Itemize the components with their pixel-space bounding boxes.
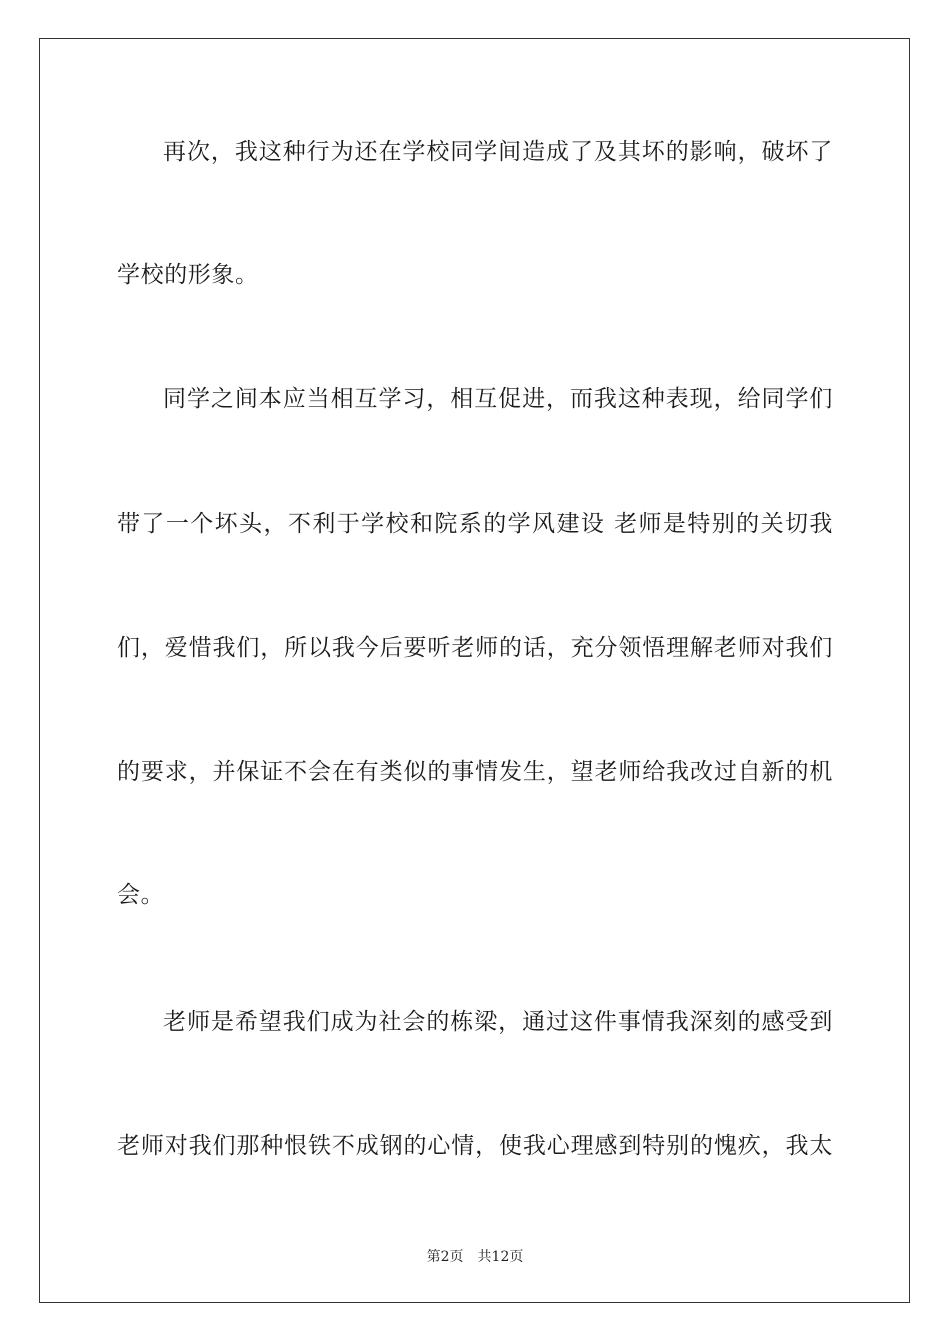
paragraph-line: 再次，我这种行为还在学校同学间造成了及其坏的影响，破坏了 xyxy=(163,139,833,165)
paragraph-line: 老师是希望我们成为社会的栋梁，通过这件事情我深刻的感受到 xyxy=(163,1009,833,1035)
page-footer xyxy=(0,1248,950,1266)
paragraph-line: 老师对我们那种恨铁不成钢的心情，使我心理感到特别的愧疚，我太 xyxy=(117,1133,833,1159)
paragraph-line: 学校的形象。 xyxy=(117,262,259,288)
paragraph-line: 带了一个坏头，不利于学校和院系的学风建设 老师是特别的关切我 xyxy=(117,511,833,537)
paragraph-line: 会。 xyxy=(117,882,165,908)
paragraph-line: 同学之间本应当相互学习，相互促进，而我这种表现，给同学们 xyxy=(163,386,833,412)
page-number: 第2页 xyxy=(426,1249,464,1265)
page-border xyxy=(39,38,910,1303)
paragraph-line: 们，爱惜我们，所以我今后要听老师的话，充分领悟理解老师对我们 xyxy=(117,635,833,661)
total-pages: 共12页 xyxy=(477,1249,524,1265)
paragraph-line: 的要求，并保证不会在有类似的事情发生，望老师给我改过自新的机 xyxy=(117,759,833,785)
